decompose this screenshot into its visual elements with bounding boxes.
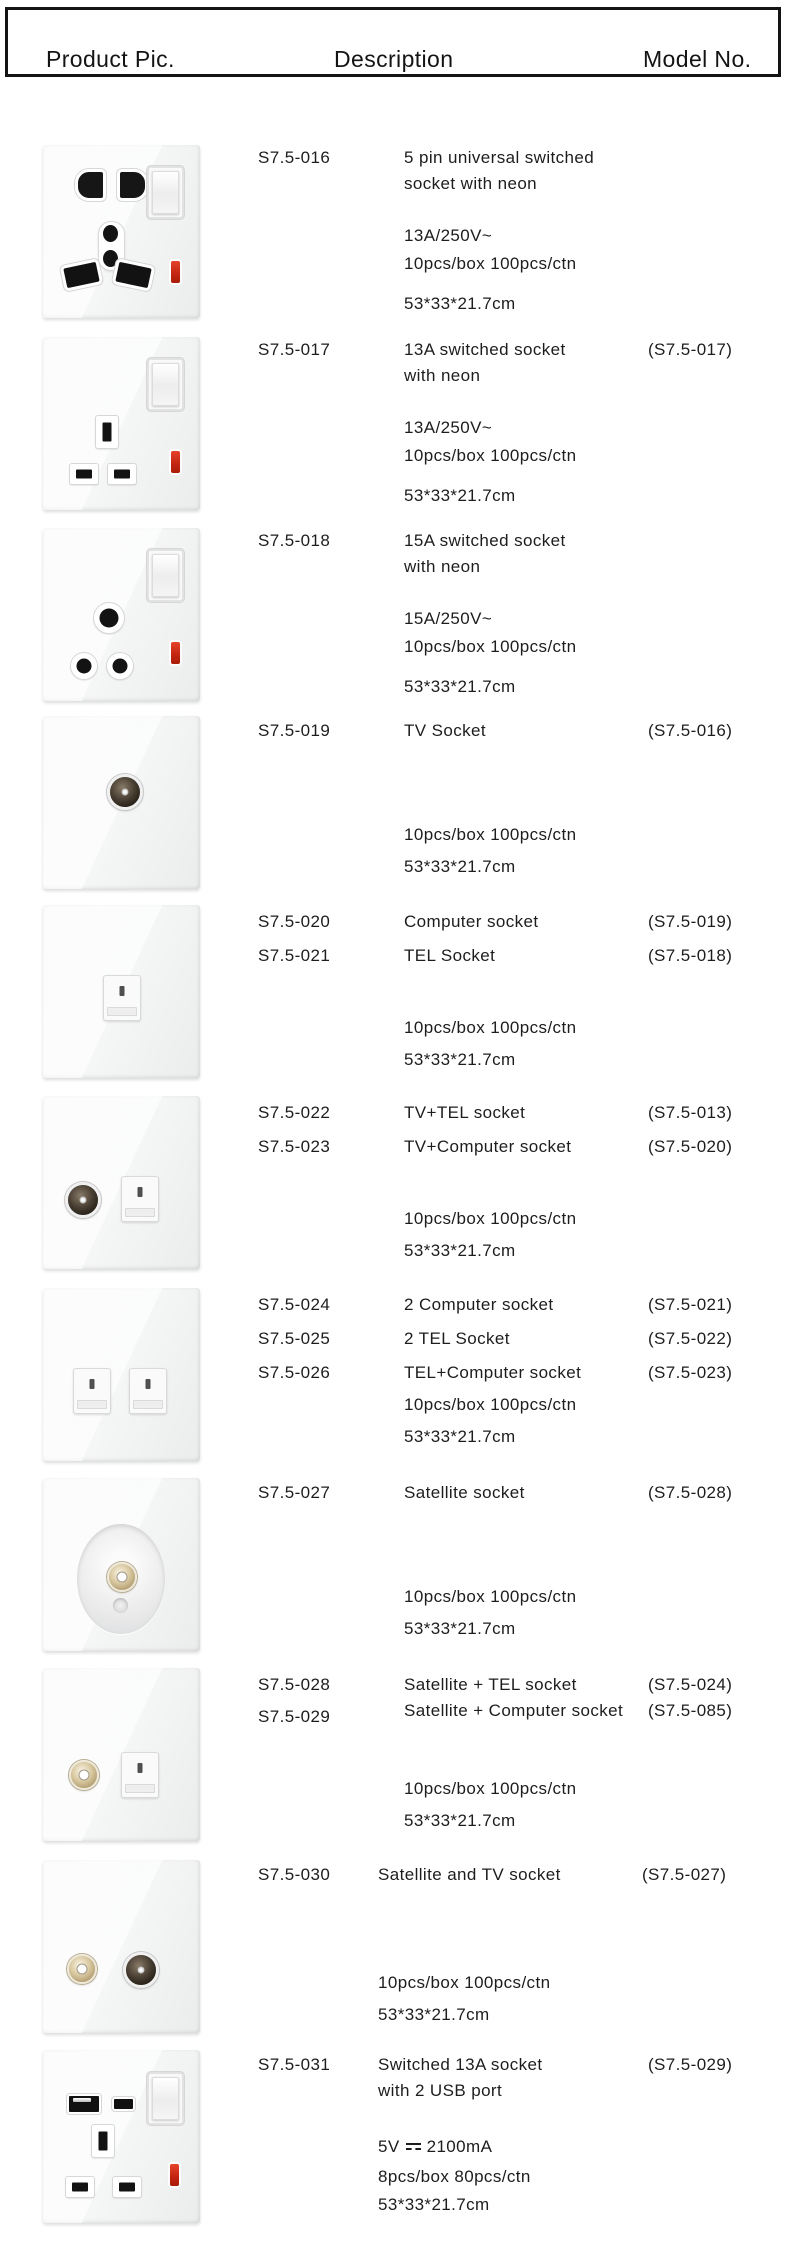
size-text: 53*33*21.7cm	[378, 2005, 490, 2024]
size-text: 53*33*21.7cm	[404, 857, 516, 876]
satellite-dot-icon	[113, 1598, 128, 1613]
model-no-ref: (S7.5-021)	[648, 1295, 733, 1314]
usb-port-icon	[112, 2097, 135, 2111]
product-row	[0, 2050, 790, 2241]
rocker-switch-icon	[147, 166, 184, 219]
description-text: with neon	[404, 557, 481, 576]
description-text: TEL Socket	[404, 946, 496, 965]
neon-indicator-icon	[171, 451, 180, 473]
size-text: 53*33*21.7cm	[404, 677, 516, 696]
model-code: S7.5-024	[258, 1295, 331, 1314]
model-no-ref: (S7.5-020)	[648, 1137, 733, 1156]
model-code: S7.5-025	[258, 1329, 331, 1348]
model-no-ref: (S7.5-023)	[648, 1363, 733, 1382]
tv-coax-connector-icon	[123, 1952, 159, 1988]
universal-blade-hole-icon	[112, 258, 156, 292]
neon-indicator-icon	[170, 2164, 179, 2186]
packing-text: 10pcs/box 100pcs/ctn	[378, 1973, 551, 1992]
computer-socket-image	[43, 905, 200, 1078]
column-header-product-pic: Product Pic.	[46, 46, 175, 72]
usb-amp: 2100mA	[426, 2137, 493, 2156]
description-text: Satellite socket	[404, 1483, 525, 1502]
usb-13a-switched-socket-image	[43, 2050, 200, 2223]
column-header-description: Description	[334, 46, 454, 72]
size-text: 53*33*21.7cm	[404, 1811, 516, 1830]
model-code: S7.5-026	[258, 1363, 331, 1382]
packing-text: 10pcs/box 100pcs/ctn	[404, 825, 577, 844]
live-slot-icon	[69, 463, 99, 485]
model-no-ref: (S7.5-013)	[648, 1103, 733, 1122]
neutral-slot-icon	[112, 2176, 142, 2198]
model-code: S7.5-023	[258, 1137, 331, 1156]
packing-text: 8pcs/box 80pcs/ctn	[378, 2167, 531, 2186]
model-no-ref: (S7.5-019)	[648, 912, 733, 931]
universal-switched-socket-image	[43, 145, 200, 318]
packing-text: 10pcs/box 100pcs/ctn	[404, 637, 577, 656]
description-text: 2 Computer socket	[404, 1295, 554, 1314]
13a-switched-socket-image	[43, 337, 200, 510]
tv-socket-image	[43, 716, 200, 889]
description-text: with 2 USB port	[378, 2081, 503, 2100]
model-code: S7.5-017	[258, 340, 331, 359]
size-text: 53*33*21.7cm	[404, 486, 516, 505]
earth-slot-icon	[95, 415, 119, 449]
earth-pin-hole-icon	[93, 602, 125, 634]
table-header	[5, 7, 781, 77]
rating-text: 15A/250V~	[404, 609, 493, 628]
product-row	[0, 1288, 790, 1479]
description-text: Computer socket	[404, 912, 539, 931]
description-text: Satellite + TEL socket	[404, 1675, 577, 1694]
size-text: 53*33*21.7cm	[404, 1619, 516, 1638]
size-text: 53*33*21.7cm	[404, 294, 516, 313]
rocker-switch-icon	[147, 549, 184, 602]
satellite-f-connector-icon	[107, 1562, 137, 1592]
model-no-ref: (S7.5-018)	[648, 946, 733, 965]
size-text: 53*33*21.7cm	[404, 1427, 516, 1446]
description-text: 13A switched socket	[404, 340, 566, 359]
dc-symbol-icon	[405, 2141, 422, 2153]
product-row	[0, 1860, 790, 2051]
satellite-socket-image	[43, 1478, 200, 1651]
universal-blade-hole-icon	[60, 258, 104, 292]
product-row	[0, 1668, 790, 1859]
product-row	[0, 528, 790, 719]
model-no-ref: (S7.5-022)	[648, 1329, 733, 1348]
rj45-jack-icon	[121, 1752, 159, 1798]
rj45-jack-icon	[73, 1368, 111, 1414]
neon-indicator-icon	[171, 642, 180, 664]
rj45-jack-icon	[103, 975, 141, 1021]
neutral-pin-hole-icon	[106, 652, 134, 680]
earth-slot-icon	[91, 2124, 115, 2158]
description-text: Satellite + Computer socket	[404, 1701, 624, 1720]
packing-text: 10pcs/box 100pcs/ctn	[404, 1395, 577, 1414]
universal-pin-hole-icon	[75, 169, 106, 201]
rj45-jack-icon	[121, 1176, 159, 1222]
live-slot-icon	[65, 2176, 95, 2198]
tv-coax-connector-icon	[107, 774, 143, 810]
description-text: Switched 13A socket	[378, 2055, 543, 2074]
tv-tel-socket-image	[43, 1096, 200, 1269]
satellite-f-connector-icon	[69, 1760, 99, 1790]
tv-coax-connector-icon	[65, 1182, 101, 1218]
rocker-switch-icon	[147, 2072, 184, 2125]
neutral-slot-icon	[107, 463, 137, 485]
model-no-ref: (S7.5-027)	[642, 1865, 727, 1884]
description-text: TV+TEL socket	[404, 1103, 526, 1122]
satellite-tv-socket-image	[43, 1860, 200, 2033]
description-text: socket with neon	[404, 174, 538, 193]
model-code: S7.5-028	[258, 1675, 331, 1694]
model-code: S7.5-022	[258, 1103, 331, 1122]
product-row	[0, 337, 790, 528]
model-no-ref: (S7.5-024)	[648, 1675, 733, 1694]
rating-text: 13A/250V~	[404, 418, 493, 437]
model-code: S7.5-018	[258, 531, 331, 550]
column-header-model-no: Model No.	[643, 46, 752, 72]
description-text: with neon	[404, 366, 481, 385]
model-no-ref: (S7.5-028)	[648, 1483, 733, 1502]
packing-text: 10pcs/box 100pcs/ctn	[404, 1587, 577, 1606]
usb-volt: 5V	[378, 2137, 400, 2156]
model-code: S7.5-019	[258, 721, 331, 740]
description-text: 15A switched socket	[404, 531, 566, 550]
size-text: 53*33*21.7cm	[378, 2195, 490, 2214]
packing-text: 10pcs/box 100pcs/ctn	[404, 1779, 577, 1798]
two-computer-socket-image	[43, 1288, 200, 1461]
satellite-f-connector-icon	[67, 1954, 97, 1984]
packing-text: 10pcs/box 100pcs/ctn	[404, 1018, 577, 1037]
model-code: S7.5-031	[258, 2055, 331, 2074]
product-row	[0, 1096, 790, 1287]
product-row	[0, 905, 790, 1096]
rating-text: 13A/250V~	[404, 226, 493, 245]
size-text: 53*33*21.7cm	[404, 1241, 516, 1260]
rj45-jack-icon	[129, 1368, 167, 1414]
model-code: S7.5-030	[258, 1865, 331, 1884]
description-text: TEL+Computer socket	[404, 1363, 582, 1382]
model-code: S7.5-027	[258, 1483, 331, 1502]
description-text: Satellite and TV socket	[378, 1865, 561, 1884]
packing-text: 10pcs/box 100pcs/ctn	[404, 1209, 577, 1228]
description-text: TV+Computer socket	[404, 1137, 572, 1156]
live-pin-hole-icon	[70, 652, 98, 680]
packing-text: 10pcs/box 100pcs/ctn	[404, 446, 577, 465]
product-row	[0, 1478, 790, 1669]
universal-pin-hole-icon	[117, 169, 148, 201]
product-row	[0, 716, 790, 907]
description-text: 2 TEL Socket	[404, 1329, 510, 1348]
description-text: TV Socket	[404, 721, 487, 740]
satellite-tel-socket-image	[43, 1668, 200, 1841]
usb-output-text	[378, 2136, 492, 2157]
model-no-ref: (S7.5-016)	[648, 721, 733, 740]
model-no-ref: (S7.5-017)	[648, 340, 733, 359]
model-code: S7.5-016	[258, 148, 331, 167]
15a-switched-socket-image	[43, 528, 200, 701]
model-no-ref: (S7.5-029)	[648, 2055, 733, 2074]
model-code: S7.5-029	[258, 1707, 331, 1726]
description-text: 5 pin universal switched	[404, 148, 595, 167]
product-row	[0, 145, 790, 336]
neon-indicator-icon	[171, 261, 180, 283]
packing-text: 10pcs/box 100pcs/ctn	[404, 254, 577, 273]
model-code: S7.5-021	[258, 946, 331, 965]
size-text: 53*33*21.7cm	[404, 1050, 516, 1069]
model-no-ref: (S7.5-085)	[648, 1701, 733, 1720]
rocker-switch-icon	[147, 358, 184, 411]
usb-a-port-icon	[67, 2094, 101, 2114]
model-code: S7.5-020	[258, 912, 331, 931]
